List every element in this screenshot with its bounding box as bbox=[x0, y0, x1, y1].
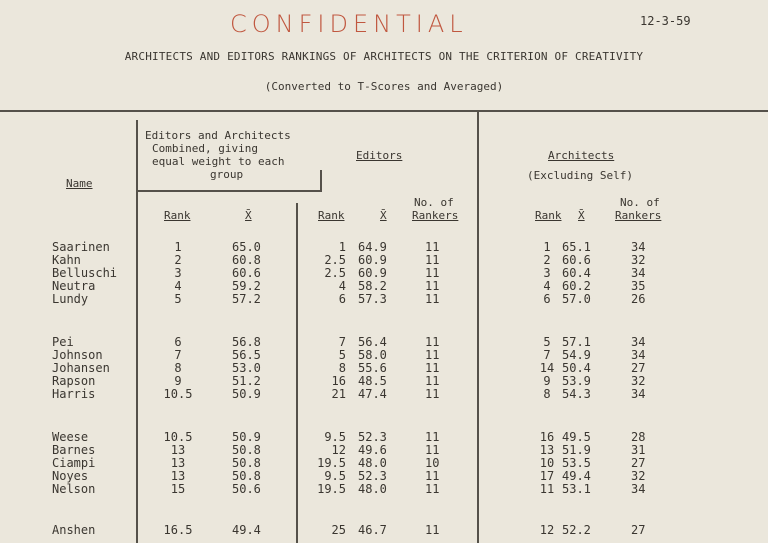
cell-name: Ciampi bbox=[52, 456, 96, 470]
cell-mean-architects: 50.4 bbox=[562, 361, 591, 375]
cell-mean-combined: 57.2 bbox=[232, 292, 261, 306]
cell-rank-combined: 5 bbox=[174, 292, 182, 306]
cell-rankers-editors: 11 bbox=[425, 361, 440, 375]
column-divider-combined bbox=[296, 203, 298, 543]
cell-rank-architects: 9 bbox=[543, 374, 551, 388]
cell-rank-combined: 10.5 bbox=[163, 387, 193, 401]
cell-mean-combined: 49.4 bbox=[232, 523, 261, 537]
cell-rankers-architects: 32 bbox=[631, 469, 646, 483]
cell-mean-editors: 46.7 bbox=[358, 523, 387, 537]
cell-rank-architects: 7 bbox=[543, 348, 551, 362]
cell-rank-architects: 1 bbox=[543, 240, 551, 254]
cell-rank-editors: 9.5 bbox=[324, 430, 346, 444]
cell-rank-architects: 12 bbox=[539, 523, 555, 537]
header-rankers-architects: Rankers bbox=[615, 209, 662, 222]
cell-mean-architects: 65.1 bbox=[562, 240, 591, 254]
cell-rankers-architects: 27 bbox=[631, 361, 646, 375]
cell-rank-combined: 16.5 bbox=[163, 523, 193, 537]
cell-mean-architects: 54.3 bbox=[562, 387, 591, 401]
header-combined-line4: group bbox=[210, 168, 244, 181]
cell-rank-combined: 13 bbox=[170, 443, 186, 457]
cell-rank-editors: 2.5 bbox=[324, 253, 346, 267]
cell-mean-editors: 58.2 bbox=[358, 279, 387, 293]
cell-rankers-editors: 11 bbox=[425, 335, 440, 349]
cell-mean-combined: 50.9 bbox=[232, 430, 261, 444]
cell-rank-combined: 1 bbox=[174, 240, 182, 254]
cell-rank-architects: 6 bbox=[543, 292, 551, 306]
cell-rank-architects: 8 bbox=[543, 387, 551, 401]
cell-name: Saarinen bbox=[52, 240, 110, 254]
cell-rankers-editors: 11 bbox=[425, 387, 440, 401]
cell-mean-combined: 50.8 bbox=[232, 469, 261, 483]
cell-rank-combined: 10.5 bbox=[163, 430, 193, 444]
cell-rankers-architects: 32 bbox=[631, 253, 646, 267]
cell-rankers-editors: 11 bbox=[425, 443, 440, 457]
cell-mean-combined: 65.0 bbox=[232, 240, 261, 254]
cell-rankers-editors: 11 bbox=[425, 430, 440, 444]
cell-name: Pei bbox=[52, 335, 74, 349]
cell-rank-editors: 8 bbox=[338, 361, 346, 375]
cell-mean-combined: 50.8 bbox=[232, 443, 261, 457]
cell-rank-editors: 4 bbox=[338, 279, 346, 293]
cell-mean-combined: 50.6 bbox=[232, 482, 261, 496]
cell-name: Weese bbox=[52, 430, 89, 444]
cell-mean-editors: 48.0 bbox=[358, 482, 387, 496]
cell-rank-architects: 10 bbox=[539, 456, 555, 470]
cell-mean-combined: 53.0 bbox=[232, 361, 261, 375]
cell-rankers-architects: 27 bbox=[631, 523, 646, 537]
cell-rank-editors: 16 bbox=[331, 374, 346, 388]
cell-rank-combined: 7 bbox=[174, 348, 182, 362]
cell-mean-combined: 51.2 bbox=[232, 374, 261, 388]
cell-rankers-architects: 34 bbox=[631, 387, 646, 401]
header-editors: Editors bbox=[356, 149, 403, 162]
cell-mean-architects: 54.9 bbox=[562, 348, 591, 362]
cell-rank-architects: 4 bbox=[543, 279, 551, 293]
cell-rankers-architects: 31 bbox=[631, 443, 646, 457]
cell-rank-editors: 2.5 bbox=[324, 266, 346, 280]
cell-rankers-editors: 11 bbox=[425, 279, 440, 293]
header-mean-editors: X̄ bbox=[380, 209, 387, 222]
cell-rank-architects: 14 bbox=[539, 361, 555, 375]
cell-rankers-editors: 11 bbox=[425, 523, 440, 537]
cell-mean-architects: 57.1 bbox=[562, 335, 591, 349]
cell-rank-combined: 9 bbox=[174, 374, 182, 388]
header-mean-combined: X̄ bbox=[245, 209, 252, 222]
cell-mean-editors: 60.9 bbox=[358, 253, 387, 267]
cell-name: Neutra bbox=[52, 279, 96, 293]
cell-rank-combined: 15 bbox=[170, 482, 186, 496]
cell-name: Anshen bbox=[52, 523, 96, 537]
cell-rankers-editors: 11 bbox=[425, 469, 440, 483]
cell-rankers-editors: 11 bbox=[425, 240, 440, 254]
cell-mean-architects: 49.5 bbox=[562, 430, 591, 444]
cell-rankers-architects: 34 bbox=[631, 266, 646, 280]
cell-mean-architects: 57.0 bbox=[562, 292, 591, 306]
cell-name: Johansen bbox=[52, 361, 110, 375]
header-rank-combined: Rank bbox=[164, 209, 191, 222]
cell-mean-architects: 53.5 bbox=[562, 456, 591, 470]
cell-rank-architects: 11 bbox=[539, 482, 555, 496]
cell-name: Harris bbox=[52, 387, 96, 401]
cell-rankers-architects: 35 bbox=[631, 279, 646, 293]
cell-mean-editors: 47.4 bbox=[358, 387, 387, 401]
cell-mean-combined: 50.9 bbox=[232, 387, 261, 401]
cell-name: Barnes bbox=[52, 443, 96, 457]
cell-rank-editors: 1 bbox=[338, 240, 346, 254]
column-divider-editors bbox=[477, 112, 479, 543]
cell-rankers-editors: 10 bbox=[425, 456, 440, 470]
cell-mean-architects: 53.9 bbox=[562, 374, 591, 388]
cell-rank-editors: 19.5 bbox=[317, 482, 346, 496]
header-combined-line2: Combined, giving bbox=[152, 142, 258, 155]
cell-rank-combined: 4 bbox=[174, 279, 182, 293]
cell-rank-combined: 3 bbox=[174, 266, 182, 280]
cell-rank-architects: 3 bbox=[543, 266, 551, 280]
cell-rankers-architects: 32 bbox=[631, 374, 646, 388]
cell-rankers-editors: 11 bbox=[425, 292, 440, 306]
cell-name: Belluschi bbox=[52, 266, 118, 280]
cell-mean-architects: 60.4 bbox=[562, 266, 591, 280]
cell-rankers-architects: 34 bbox=[631, 348, 646, 362]
cell-mean-architects: 60.2 bbox=[562, 279, 591, 293]
cell-rankers-architects: 27 bbox=[631, 456, 646, 470]
cell-rankers-editors: 11 bbox=[425, 253, 440, 267]
cell-mean-editors: 56.4 bbox=[358, 335, 387, 349]
cell-rank-architects: 5 bbox=[543, 335, 551, 349]
column-divider-name bbox=[136, 120, 138, 543]
cell-mean-editors: 52.3 bbox=[358, 430, 387, 444]
cell-mean-editors: 48.5 bbox=[358, 374, 387, 388]
header-rank-editors: Rank bbox=[318, 209, 345, 222]
cell-rank-editors: 12 bbox=[331, 443, 346, 457]
cell-mean-combined: 59.2 bbox=[232, 279, 261, 293]
cell-mean-editors: 49.6 bbox=[358, 443, 387, 457]
cell-rank-architects: 13 bbox=[539, 443, 555, 457]
cell-rank-editors: 21 bbox=[331, 387, 346, 401]
cell-name: Kahn bbox=[52, 253, 81, 267]
cell-mean-editors: 55.6 bbox=[358, 361, 387, 375]
cell-rankers-architects: 34 bbox=[631, 482, 646, 496]
cell-name: Noyes bbox=[52, 469, 89, 483]
table-top-rule bbox=[0, 110, 768, 112]
header-architects: Architects bbox=[548, 149, 615, 162]
cell-mean-architects: 60.6 bbox=[562, 253, 591, 267]
cell-rank-combined: 8 bbox=[174, 361, 182, 375]
cell-mean-editors: 60.9 bbox=[358, 266, 387, 280]
cell-mean-architects: 52.2 bbox=[562, 523, 591, 537]
cell-mean-architects: 53.1 bbox=[562, 482, 591, 496]
document-subtitle: (Converted to T-Scores and Averaged) bbox=[264, 80, 504, 93]
combined-header-rule-end bbox=[320, 170, 322, 192]
cell-rankers-architects: 26 bbox=[631, 292, 646, 306]
cell-mean-architects: 51.9 bbox=[562, 443, 591, 457]
cell-mean-editors: 57.3 bbox=[358, 292, 387, 306]
cell-name: Rapson bbox=[52, 374, 96, 388]
cell-mean-architects: 49.4 bbox=[562, 469, 591, 483]
cell-mean-editors: 58.0 bbox=[358, 348, 387, 362]
cell-rank-editors: 25 bbox=[331, 523, 346, 537]
document-title: ARCHITECTS AND EDITORS RANKINGS OF ARCHITECTS ON THE CRITERION OF CREATIVITY bbox=[124, 50, 644, 63]
cell-rank-editors: 7 bbox=[338, 335, 346, 349]
cell-mean-combined: 60.6 bbox=[232, 266, 261, 280]
cell-rankers-editors: 11 bbox=[425, 482, 440, 496]
cell-rankers-editors: 11 bbox=[425, 374, 440, 388]
document-date: 12-3-59 bbox=[640, 14, 691, 28]
cell-rank-editors: 5 bbox=[338, 348, 346, 362]
cell-rank-editors: 6 bbox=[338, 292, 346, 306]
cell-rankers-editors: 11 bbox=[425, 348, 440, 362]
cell-name: Nelson bbox=[52, 482, 96, 496]
cell-rank-combined: 13 bbox=[170, 456, 186, 470]
cell-rankers-architects: 34 bbox=[631, 240, 646, 254]
cell-rank-architects: 2 bbox=[543, 253, 551, 267]
cell-name: Johnson bbox=[52, 348, 103, 362]
header-no-of-architects: No. of bbox=[620, 196, 660, 209]
cell-rank-combined: 6 bbox=[174, 335, 182, 349]
confidential-stamp: CONFIDENTIAL bbox=[230, 10, 468, 38]
cell-mean-combined: 60.8 bbox=[232, 253, 261, 267]
combined-header-rule bbox=[136, 190, 322, 192]
cell-mean-editors: 52.3 bbox=[358, 469, 387, 483]
cell-mean-editors: 48.0 bbox=[358, 456, 387, 470]
cell-rank-architects: 17 bbox=[539, 469, 555, 483]
cell-name: Lundy bbox=[52, 292, 89, 306]
cell-rankers-editors: 11 bbox=[425, 266, 440, 280]
cell-mean-combined: 56.5 bbox=[232, 348, 261, 362]
header-name: Name bbox=[66, 177, 93, 190]
header-rank-architects: Rank bbox=[535, 209, 562, 222]
cell-mean-editors: 64.9 bbox=[358, 240, 387, 254]
header-combined-line3: equal weight to each bbox=[152, 155, 285, 168]
cell-rank-editors: 19.5 bbox=[317, 456, 346, 470]
cell-mean-combined: 50.8 bbox=[232, 456, 261, 470]
cell-rankers-architects: 34 bbox=[631, 335, 646, 349]
cell-rankers-architects: 28 bbox=[631, 430, 646, 444]
cell-rank-editors: 9.5 bbox=[324, 469, 346, 483]
header-architects-sub: (Excluding Self) bbox=[527, 169, 633, 182]
cell-rank-combined: 13 bbox=[170, 469, 186, 483]
cell-rank-architects: 16 bbox=[539, 430, 555, 444]
header-no-of-editors: No. of bbox=[414, 196, 454, 209]
header-combined-line1: Editors and Architects bbox=[145, 129, 291, 142]
header-rankers-editors: Rankers bbox=[412, 209, 459, 222]
cell-rank-combined: 2 bbox=[174, 253, 182, 267]
header-mean-architects: X̄ bbox=[578, 209, 585, 222]
cell-mean-combined: 56.8 bbox=[232, 335, 261, 349]
